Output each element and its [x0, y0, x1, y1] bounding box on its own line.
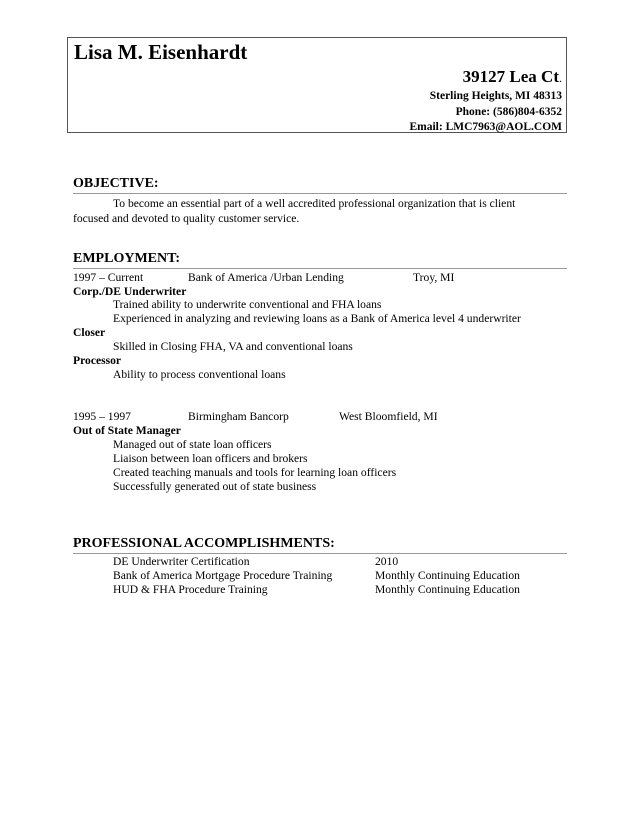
job1-dates: 1997 – Current	[73, 271, 144, 284]
job2-company: Birmingham Bancorp	[188, 410, 289, 423]
objective-line-2: focused and devoted to quality customer service.	[73, 212, 300, 225]
job1-role3-duty-1: Ability to process conventional loans	[113, 368, 286, 381]
accomplishment-3-right: Monthly Continuing Education	[375, 583, 520, 596]
objective-title: OBJECTIVE:	[73, 176, 159, 191]
street-address	[409, 66, 562, 89]
job2-role1-title: Out of State Manager	[73, 424, 181, 437]
accomplishment-2-right: Monthly Continuing Education	[375, 569, 520, 582]
employment-title: EMPLOYMENT:	[73, 251, 181, 266]
objective-line-1: To become an essential part of a well accredited professional organization that is client	[113, 197, 516, 210]
phone-number: Phone: (586)804-6352	[455, 105, 562, 118]
address-block	[409, 66, 562, 136]
accomplishment-3-left: HUD & FHA Procedure Training	[113, 583, 268, 596]
job2-location: West Bloomfield, MI	[339, 410, 438, 423]
job2-dates: 1995 – 1997	[73, 410, 131, 423]
accomplishment-1-left: DE Underwriter Certification	[113, 555, 250, 568]
job1-role2-duty-1: Skilled in Closing FHA, VA and conventional loans	[113, 340, 353, 353]
job1-role1-duty-2: Experienced in analyzing and reviewing loans as a Bank of America level 4 underwriter	[113, 312, 521, 325]
job1-location: Troy, MI	[413, 271, 455, 284]
accomplishments-rule	[73, 553, 567, 554]
employment-rule	[73, 268, 567, 269]
candidate-name: Lisa M. Eisenhardt	[74, 40, 248, 64]
objective-rule	[73, 193, 567, 194]
job1-role1-duty-1: Trained ability to underwrite conventional and FHA loans	[113, 298, 382, 311]
city-state-zip: Sterling Heights, MI 48313	[429, 90, 562, 102]
job1-role2-title: Closer	[73, 326, 106, 339]
job2-role1-duty-4: Successfully generated out of state business	[113, 480, 317, 493]
job1-role1-title: Corp./DE Underwriter	[73, 285, 187, 298]
email-address: Email: LMC7963@AOL.COM	[409, 121, 562, 133]
accomplishment-2-left: Bank of America Mortgage Procedure Training	[113, 569, 333, 582]
job2-role1-duty-3: Created teaching manuals and tools for learning loan officers	[113, 466, 397, 479]
street-dot: .	[559, 71, 562, 85]
header-box	[67, 37, 567, 133]
accomplishment-1-right: 2010	[375, 555, 399, 568]
job2-role1-duty-1: Managed out of state loan officers	[113, 438, 272, 451]
accomplishments-title: PROFESSIONAL ACCOMPLISHMENTS:	[73, 536, 335, 551]
street-text: 39127 Lea Ct	[462, 67, 559, 86]
job2-role1-duty-2: Liaison between loan officers and brokers	[113, 452, 308, 465]
job1-company: Bank of America /Urban Lending	[188, 271, 344, 284]
job1-role3-title: Processor	[73, 354, 122, 367]
